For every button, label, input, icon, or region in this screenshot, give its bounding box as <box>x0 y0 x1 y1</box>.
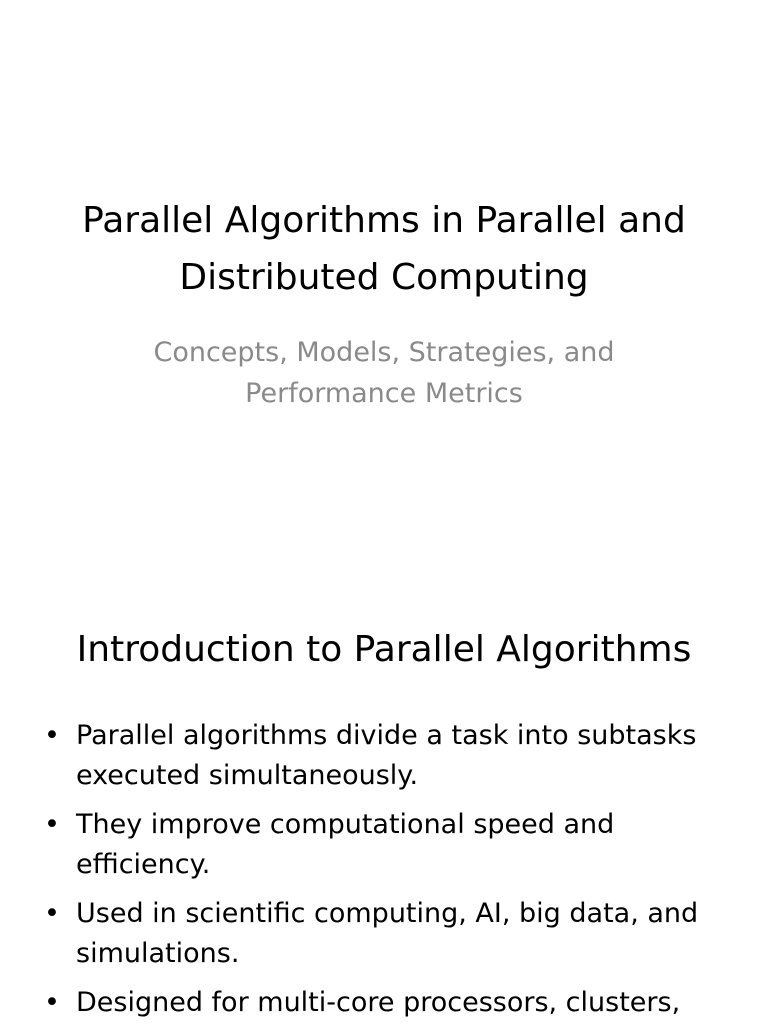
bullet-text-line: efficiency. <box>76 849 211 880</box>
slide-title-line: Parallel Algorithms in Parallel and <box>82 200 686 241</box>
bullet-text-line: They improve computational speed and <box>76 809 615 840</box>
bullet-point-icon: • <box>44 987 60 1018</box>
slide-title <box>40 192 728 306</box>
slide-subtitle-line: Performance Metrics <box>245 378 523 409</box>
bullet-item <box>40 716 730 796</box>
bullet-point-icon: • <box>44 898 60 929</box>
bullet-text-line: Used in scientific computing, AI, big data, and <box>76 898 699 929</box>
bullet-item <box>40 894 730 974</box>
bullet-text-line: Designed for multi-core processors, clusters, <box>76 987 681 1018</box>
bullet-list <box>40 716 730 1024</box>
slide-subtitle <box>110 332 658 414</box>
slide-heading: Introduction to Parallel Algorithms <box>76 629 692 670</box>
bullet-text-line: executed simultaneously. <box>76 760 419 791</box>
bullet-item <box>40 983 730 1023</box>
bullet-point-icon: • <box>44 809 60 840</box>
bullet-text-line: simulations. <box>76 938 240 969</box>
content-slide <box>0 576 768 1024</box>
bullet-text-line: Parallel algorithms divide a task into subtasks <box>76 720 697 751</box>
bullet-item <box>40 805 730 885</box>
bullet-point-icon: • <box>44 720 60 751</box>
slide-title-line: Distributed Computing <box>179 257 589 298</box>
slide-subtitle-line: Concepts, Models, Strategies, and <box>153 337 615 368</box>
